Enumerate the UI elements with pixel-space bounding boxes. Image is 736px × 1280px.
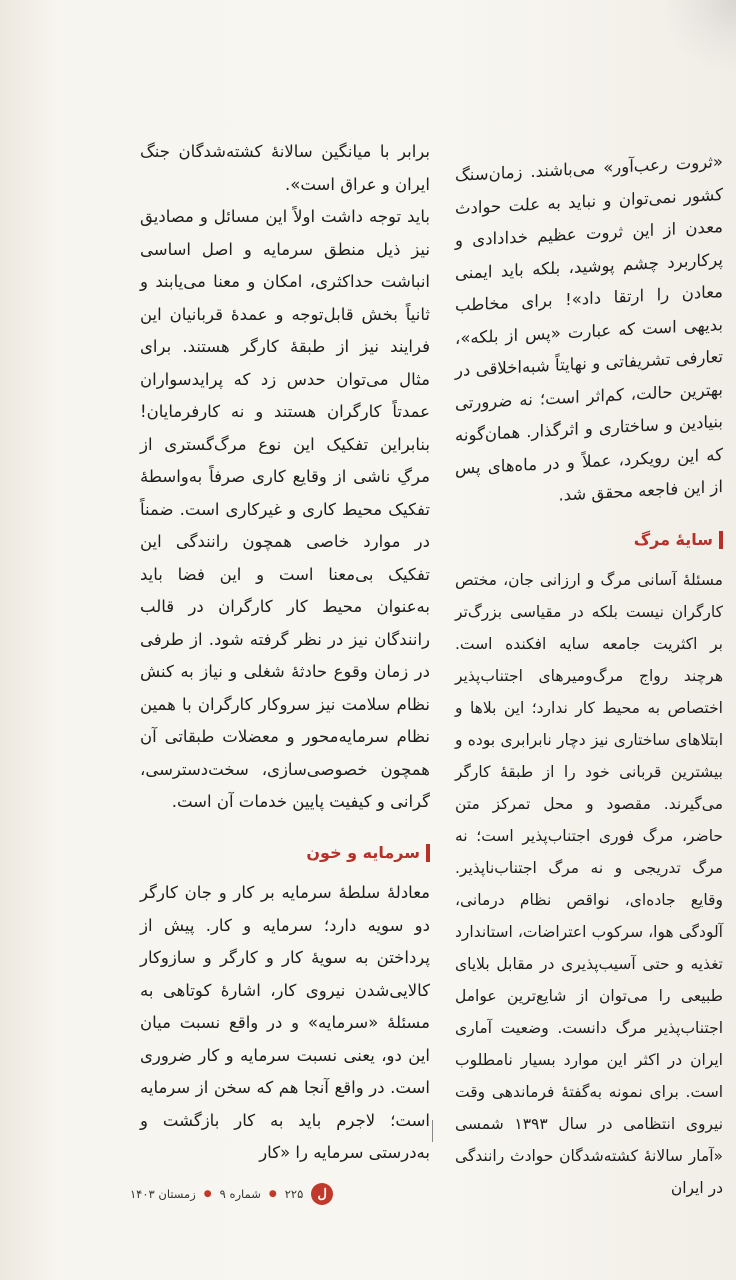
left-paragraph-1: [140, 136, 430, 201]
section-heading-text: سرمایه و خون: [306, 842, 420, 862]
right-paragraph-1-text: «ثروت رعب‌آور» می‌باشند. زمان‌سنگ کشور نمی‌توان و نباید به علت حوادث معدن از این ثروت عظیم خدادادی و پرکاربرد چشم پوشید، بلکه باید ایمنی معادن را ارتقا داد»! برای مخاطب بدیهی است که عبارت «پس از بلکه»، تعارفی تشریفاتی و نهایتاً شبه‌اخلاقی در بهترین حالت، کم‌اثر است؛ نه ضرورتی بنیادین و ساختاری و اثرگذار. همان‌گونه که این رویکرد، عملاً و در ماه‌های پس از این فاجعه محقق شد.: [455, 152, 723, 505]
page-footer: [130, 1183, 333, 1205]
footer-dot-icon: ●: [203, 1189, 212, 1199]
right-paragraph-2-text: مسئلهٔ آسانی مرگ و ارزانی جان، مختص کارگران نیست بلکه در مقیاسی بزرگ‌تر بر اکثریت جامعه سایه افکنده است. هرچند رواج مرگ‌ومیرهای اجتناب‌پذیر اختصاص به محیط کار ندارد؛ این بلاها و ابتلاهای ساختاری نیز دچار نابرابری بوده و بیشترین قربانی خود را از طبقهٔ کارگر می‌گیرند. مقصود و محل تمرکز متن حاضر، مرگ فوری اجتناب‌پذیر است؛ نه مرگ تدریجی و نه مرگ اجتناب‌ناپذیر. وقایع جاده‌ای، نواقص نظام درمانی، آلودگی هوا، سرکوب اعتراضات، استاندارد تغذیه و حتی آسیب‌پذیری در مقابل بلایای طبیعی را می‌توان از شایع‌ترین عوامل اجتناب‌پذیر مرگ دانست. وضعیت آماری ایران در اکثر این موارد بسیار نامطلوب است. برای نمونه به‌گفتهٔ فرماندهی وقت نیروی انتظامی در سال ۱۳۹۳ شمسی «آمار سالانهٔ کشته‌شدگان حوادث رانندگی در ایران: [455, 571, 724, 1197]
left-paragraph-2-text: باید توجه داشت اولاً این مسائل و مصادیق نیز ذیل منطق سرمایه و اصل اساسی انباشت حداکثری، امکان و معنا می‌یابند و ثانیاً بخش قابل‌توجه و عمدهٔ قربانیان این فرایند نیز از طبقهٔ کارگر هستند. برای مثال می‌توان حدس زد که پرایدسواران عمدتاً کارگران هستند و نه کارفرمایان! بنابراین تفکیک این نوع مرگ‌گستری از مرگِ ناشی از وقایع کاری صرفاً به‌واسطهٔ تفکیک محیط کاری و غیرکاری است. ضمناً در موارد خاصی همچون رانندگی این تفکیک بی‌معنا است و این فضا باید به‌عنوان محیط کار کارگران در قالب رانندگان نیز در نظر گرفته شود. از طرفی در زمان وقوع حادثهٔ شغلی و نیاز به کنش نظام سلامت نیز سروکار کارگران با همین نظام سرمایه‌محور و معضلات طبقاتی آن همچون خصوصی‌سازی، سخت‌دسترسی، گرانی و کیفیت پایین خدمات آن است.: [140, 207, 430, 811]
left-column: [140, 136, 430, 1170]
footer-dot-icon: ●: [268, 1189, 277, 1199]
left-paragraph-3-text: معادلهٔ سلطهٔ سرمایه بر کار و جان کارگر دو سویه دارد؛ سرمایه و کار. پیش از پرداختن به سویهٔ کار و کارگر و سازوکار کالایی‌شدن نیروی کار، اشارهٔ کوتاهی به مسئلهٔ «سرمایه» و در واقع نسبت میان این دو، یعنی نسبت سرمایه و کار ضروری است. در واقع آنجا هم که سخن از سرمایه است؛ لاجرم باید به کار بازگشت و به‌درستی سرمایه را «کار: [140, 883, 430, 1162]
left-paragraph-1-text: برابر با میانگین سالانهٔ کشته‌شدگان جنگ ایران و عراق است».: [140, 142, 430, 194]
right-paragraph-1: [455, 146, 723, 518]
magazine-logo-icon: ل: [311, 1183, 333, 1205]
footer-season: زمستان ۱۴۰۳: [130, 1187, 196, 1201]
section-heading-text: سایهٔ مرگ: [633, 529, 713, 549]
left-paragraph-3: [140, 877, 430, 1170]
section-marker-icon: [426, 844, 430, 862]
section-heading-capital-and-blood: [140, 837, 430, 870]
left-paragraph-2: [140, 201, 430, 819]
footer-issue: شماره ۹: [219, 1187, 261, 1201]
footer-page-number: ۲۲۵: [284, 1187, 304, 1201]
column-divider: [432, 1120, 433, 1142]
right-paragraph-2: [455, 564, 723, 1204]
section-heading-shadow-of-death: [455, 524, 723, 557]
section-marker-icon: [719, 531, 723, 549]
page-corner-shadow: [666, 0, 736, 70]
right-column: [455, 146, 723, 1204]
